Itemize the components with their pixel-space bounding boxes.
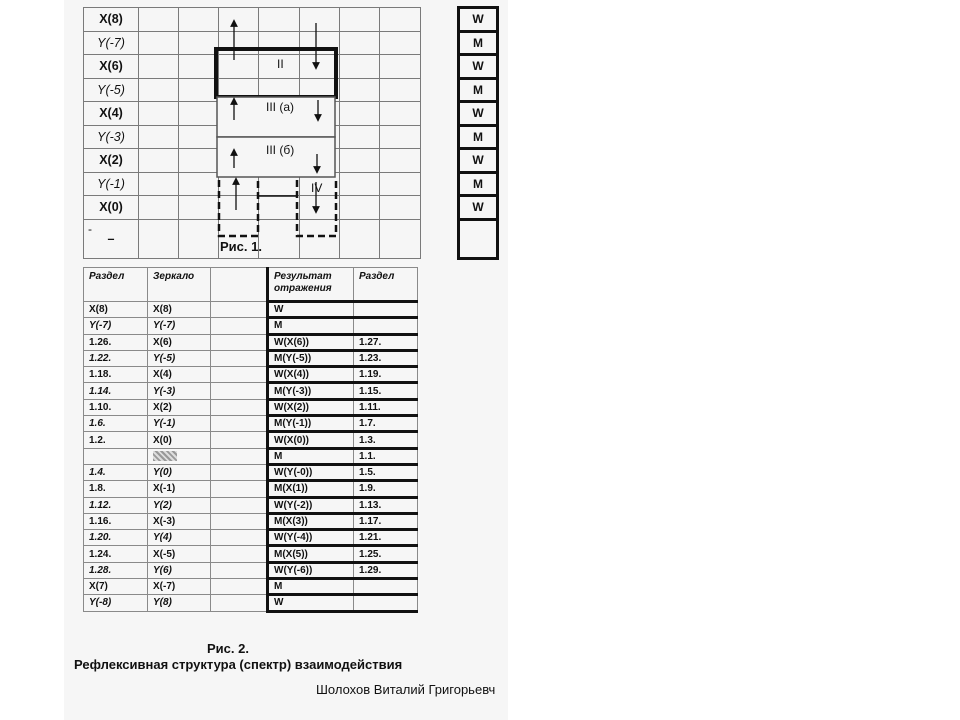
signal-cell: M bbox=[459, 31, 498, 55]
section-2-cell: 1.3. bbox=[354, 432, 418, 448]
section-2-cell bbox=[354, 318, 418, 334]
section-cell: 1.2. bbox=[84, 432, 148, 448]
header-mirror: Зеркало bbox=[148, 268, 211, 302]
reflection-cell: W(X(4)) bbox=[268, 367, 354, 383]
section-cell: 1.22. bbox=[84, 350, 148, 366]
empty-cell bbox=[211, 448, 268, 464]
mirror-cell: Y(-1) bbox=[148, 416, 211, 432]
section-2-cell: 1.11. bbox=[354, 399, 418, 415]
table-row bbox=[84, 595, 418, 611]
figure-2-table bbox=[83, 267, 418, 613]
table-row bbox=[84, 530, 418, 546]
section-cell: 1.24. bbox=[84, 546, 148, 562]
table-row bbox=[84, 513, 418, 529]
section-2-cell: 1.23. bbox=[354, 350, 418, 366]
section-cell: 1.4. bbox=[84, 464, 148, 480]
section-cell: 1.14. bbox=[84, 383, 148, 399]
mirror-cell: Y(-7) bbox=[148, 318, 211, 334]
section-2-cell: 1.19. bbox=[354, 367, 418, 383]
reflection-cell: M(Y(-1)) bbox=[268, 416, 354, 432]
signal-cell: W bbox=[459, 8, 498, 32]
mirror-cell: Y(-3) bbox=[148, 383, 211, 399]
section-2-cell: 1.5. bbox=[354, 464, 418, 480]
table-row bbox=[84, 416, 418, 432]
mirror-cell: X(2) bbox=[148, 399, 211, 415]
reflection-cell: W bbox=[268, 595, 354, 611]
signal-cell: M bbox=[459, 172, 498, 196]
table-row bbox=[84, 464, 418, 480]
empty-cell bbox=[211, 334, 268, 350]
reflection-cell: M bbox=[268, 579, 354, 595]
section-2-cell: 1.13. bbox=[354, 497, 418, 513]
empty-cell bbox=[211, 579, 268, 595]
block-iv-left bbox=[219, 180, 258, 236]
section-cell bbox=[84, 448, 148, 464]
empty-cell bbox=[211, 416, 268, 432]
mirror-cell: X(0) bbox=[148, 432, 211, 448]
section-2-cell: 1.17. bbox=[354, 513, 418, 529]
mirror-cell: Y(6) bbox=[148, 562, 211, 578]
figure-2-caption: Рис. 2. bbox=[207, 641, 249, 656]
row-label: X(6) bbox=[84, 55, 139, 79]
row-label: Y(-5) bbox=[84, 78, 139, 102]
mirror-cell: Y(0) bbox=[148, 464, 211, 480]
signal-cell: W bbox=[459, 102, 498, 126]
signal-cell: M bbox=[459, 78, 498, 102]
empty-cell bbox=[211, 432, 268, 448]
section-cell: 1.6. bbox=[84, 416, 148, 432]
reflection-cell: M(Y(-3)) bbox=[268, 383, 354, 399]
reflection-cell: W(Y(-2)) bbox=[268, 497, 354, 513]
empty-cell bbox=[211, 367, 268, 383]
empty-cell bbox=[211, 513, 268, 529]
mirror-cell bbox=[148, 448, 211, 464]
reflection-cell: W(Y(-0)) bbox=[268, 464, 354, 480]
row-label: Y(-1) bbox=[84, 172, 139, 196]
author-name: Шолохов Виталий Григорьевч bbox=[316, 682, 496, 697]
section-cell: X(8) bbox=[84, 302, 148, 318]
row-label: Y(-7) bbox=[84, 31, 139, 55]
table-row bbox=[84, 350, 418, 366]
reflection-cell: M(X(1)) bbox=[268, 481, 354, 497]
section-cell: 1.10. bbox=[84, 399, 148, 415]
section-cell: Y(-7) bbox=[84, 318, 148, 334]
mirror-cell: X(-5) bbox=[148, 546, 211, 562]
table-row bbox=[84, 318, 418, 334]
section-2-cell: 1.9. bbox=[354, 481, 418, 497]
mirror-cell: X(8) bbox=[148, 302, 211, 318]
signal-cell: W bbox=[459, 196, 498, 220]
section-2-cell: 1.15. bbox=[354, 383, 418, 399]
empty-cell bbox=[211, 530, 268, 546]
section-2-cell: 1.25. bbox=[354, 546, 418, 562]
empty-cell bbox=[211, 350, 268, 366]
section-cell: 1.26. bbox=[84, 334, 148, 350]
signal-cell: M bbox=[459, 125, 498, 149]
section-2-cell: 1.21. bbox=[354, 530, 418, 546]
table-row bbox=[84, 579, 418, 595]
section-2-cell bbox=[354, 579, 418, 595]
row-label: X(0) bbox=[84, 196, 139, 220]
table-row bbox=[84, 334, 418, 350]
reflection-cell: W(Y(-4)) bbox=[268, 530, 354, 546]
section-cell: X(7) bbox=[84, 579, 148, 595]
signal-cell: W bbox=[459, 149, 498, 173]
mirror-cell: Y(2) bbox=[148, 497, 211, 513]
section-cell: 1.12. bbox=[84, 497, 148, 513]
empty-cell bbox=[211, 562, 268, 578]
table-header-row bbox=[84, 268, 418, 302]
reflection-cell: M(X(3)) bbox=[268, 513, 354, 529]
hatched-mark bbox=[153, 451, 177, 461]
reflection-cell: W bbox=[268, 302, 354, 318]
row-label: X(4) bbox=[84, 102, 139, 126]
mirror-cell: X(-3) bbox=[148, 513, 211, 529]
table-row bbox=[84, 448, 418, 464]
empty-cell bbox=[211, 383, 268, 399]
empty-cell bbox=[211, 595, 268, 611]
section-cell: Y(-8) bbox=[84, 595, 148, 611]
mirror-cell: X(-7) bbox=[148, 579, 211, 595]
section-2-cell: 1.1. bbox=[354, 448, 418, 464]
reflection-cell: W(X(6)) bbox=[268, 334, 354, 350]
row-label: X(2) bbox=[84, 149, 139, 173]
table-row bbox=[84, 383, 418, 399]
section-2-cell bbox=[354, 595, 418, 611]
table-row bbox=[84, 562, 418, 578]
header-section: Раздел bbox=[84, 268, 148, 302]
mirror-cell: X(4) bbox=[148, 367, 211, 383]
section-2-cell bbox=[354, 302, 418, 318]
section-2-cell: 1.7. bbox=[354, 416, 418, 432]
table-row bbox=[84, 367, 418, 383]
table-row bbox=[84, 497, 418, 513]
table-row bbox=[84, 432, 418, 448]
reflection-cell: W(X(0)) bbox=[268, 432, 354, 448]
block-ii-label: II bbox=[277, 57, 284, 71]
header-reflection-result: Результат отражения bbox=[268, 268, 354, 302]
table-row bbox=[84, 302, 418, 318]
table-row bbox=[84, 399, 418, 415]
block-iii-b-label: III (б) bbox=[266, 143, 295, 157]
mirror-cell: X(6) bbox=[148, 334, 211, 350]
mirror-cell: X(-1) bbox=[148, 481, 211, 497]
row-label: Y(-3) bbox=[84, 125, 139, 149]
mirror-cell: Y(4) bbox=[148, 530, 211, 546]
section-cell: 1.16. bbox=[84, 513, 148, 529]
empty-cell bbox=[211, 546, 268, 562]
reflection-cell: W(X(2)) bbox=[268, 399, 354, 415]
reflection-cell: M(X(5)) bbox=[268, 546, 354, 562]
empty-cell bbox=[211, 497, 268, 513]
section-2-cell: 1.27. bbox=[354, 334, 418, 350]
mirror-cell: Y(8) bbox=[148, 595, 211, 611]
empty-cell bbox=[211, 399, 268, 415]
empty-cell bbox=[211, 464, 268, 480]
reflection-cell: M bbox=[268, 448, 354, 464]
signal-cell: W bbox=[459, 55, 498, 79]
block-iv-label: IV bbox=[311, 181, 323, 195]
header-section-2: Раздел bbox=[354, 268, 418, 302]
section-cell: 1.8. bbox=[84, 481, 148, 497]
empty-cell bbox=[211, 302, 268, 318]
empty-cell bbox=[211, 481, 268, 497]
table-row bbox=[84, 546, 418, 562]
table-row bbox=[84, 481, 418, 497]
row-label: X(8) bbox=[84, 8, 139, 32]
mirror-cell: Y(-5) bbox=[148, 350, 211, 366]
section-cell: 1.28. bbox=[84, 562, 148, 578]
figure-1-caption: Рис. 1. bbox=[220, 239, 262, 254]
figure-2-title: Рефлексивная структура (спектр) взаимодействия bbox=[74, 657, 403, 672]
section-2-cell: 1.29. bbox=[354, 562, 418, 578]
row-label: – bbox=[84, 219, 139, 258]
block-iii-a-label: III (а) bbox=[266, 100, 295, 114]
reflection-cell: W(Y(-6)) bbox=[268, 562, 354, 578]
section-cell: 1.18. bbox=[84, 367, 148, 383]
header-empty bbox=[211, 268, 268, 302]
section-cell: 1.20. bbox=[84, 530, 148, 546]
empty-cell bbox=[211, 318, 268, 334]
reflection-cell: M(Y(-5)) bbox=[268, 350, 354, 366]
reflection-cell: M bbox=[268, 318, 354, 334]
corner-mark: - bbox=[88, 222, 92, 236]
